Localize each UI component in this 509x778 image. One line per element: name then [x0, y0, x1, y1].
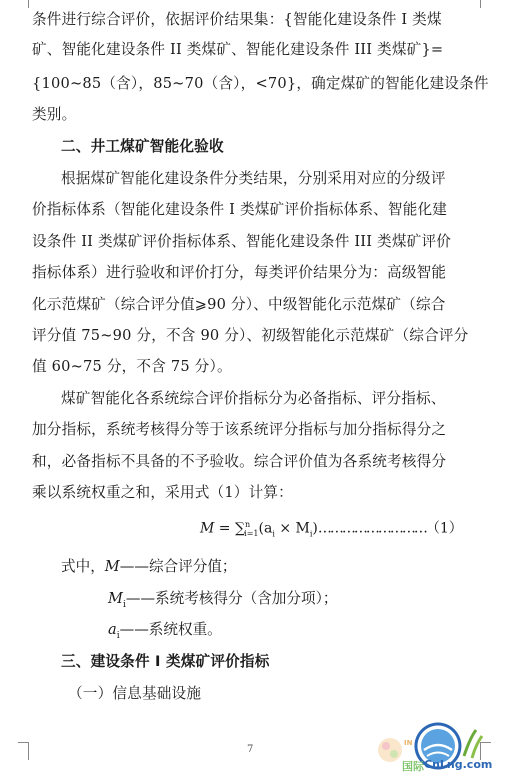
definition-m — [61, 557, 237, 577]
paragraph-line: 化示范煤矿（综合评分值⩾90 分）、中级智能化示范煤矿（综合 — [32, 296, 446, 313]
watermark-text-guoji: 国际 — [402, 760, 424, 773]
paragraph-line: 设条件 II 类煤矿评价指标体系、智能化建设条件 III 类煤矿评价 — [32, 233, 452, 250]
paragraph-line: 值 60~75 分，不含 75 分）。 — [32, 358, 232, 375]
section-heading: 三、建设条件 I 类煤矿评价指标 — [61, 653, 270, 670]
paragraph-line: 评分值 75~90 分，不含 90 分）、初级智能化示范煤矿（综合评分 — [32, 327, 469, 344]
formula-sub-m: i — [309, 529, 313, 539]
paragraph-line: {100~85（含），85~70（含），<70}，确定煤矿的智能化建设条件 — [32, 75, 489, 92]
formula-times: × M — [274, 520, 310, 537]
formula-equals: = — [214, 520, 235, 537]
subsection-heading: （一）信息基础设施 — [68, 685, 202, 702]
paragraph-line: 矿、智能化建设条件 II 类煤矿、智能化建设条件 III 类煤矿}= — [32, 41, 444, 58]
definition-m-text: ——综合评分值； — [119, 558, 237, 575]
paragraph-line: 根据煤矿智能化建设条件分类结果，分别采用对应的分级评 — [61, 170, 446, 187]
definition-mi-text: ——系统考核得分（含加分项）； — [125, 590, 338, 607]
formula-number: （1） — [425, 520, 463, 537]
paragraph-line: 类别。 — [32, 106, 77, 123]
definition-ai-text: ——系统权重。 — [119, 621, 222, 638]
formula-sum: ∑ — [234, 520, 245, 537]
paragraph-line: 条件进行综合评价，依据评价结果集：{智能化建设条件 I 类煤 — [32, 11, 442, 28]
crop-mark-top-right — [480, 0, 481, 8]
formula-close: ) — [312, 520, 318, 537]
watermark-logo — [372, 716, 502, 774]
crop-mark-bottom-left — [28, 742, 29, 760]
page-number: 7 — [247, 744, 254, 755]
watermark-text-in: IN — [404, 739, 413, 747]
paragraph-line: 乘以系统权重之和，采用式（1）计算： — [32, 484, 293, 501]
definition-intro: 式中， — [61, 558, 105, 575]
formula-sum-upper: n — [244, 520, 251, 529]
definition-mi — [108, 589, 337, 615]
definition-m-symbol: M — [104, 558, 120, 575]
crop-mark-top-left — [28, 0, 29, 8]
formula-open: (a — [258, 520, 273, 537]
definition-ai-symbol: a — [108, 621, 117, 638]
definition-ai-sub: i — [116, 630, 120, 641]
paragraph-line: 加分指标，系统考核得分等于该系统评分指标与加分指标得分之 — [32, 421, 447, 438]
paragraph-line: 煤矿智能化各系统综合评价指标分为必备指标、评分指标、 — [61, 390, 446, 407]
paragraph-line: 和，必备指标不具备的不予验收。综合评价值为各系统考核得分 — [32, 453, 447, 470]
paragraph-line: 指标体系）进行验收和评价打分，每类评价结果分为：高级智能 — [32, 264, 447, 281]
watermark-text-domain: CnLng.com — [424, 758, 493, 771]
formula-equation — [200, 515, 480, 544]
section-heading: 二、井工煤矿智能化验收 — [61, 138, 224, 155]
formula-sub-a: i — [272, 529, 275, 539]
formula-dots: ……………………… — [317, 520, 426, 537]
crop-mark-bottom-left — [18, 742, 29, 743]
definition-mi-sub: i — [122, 599, 126, 610]
definition-mi-symbol: M — [108, 590, 123, 607]
formula-lhs: M — [200, 520, 215, 537]
formula-sum-lower: i=1 — [244, 529, 259, 539]
paragraph-line: 价指标体系（智能化建设条件 I 类煤矿评价指标体系、智能化建 — [32, 201, 448, 218]
definition-ai — [108, 620, 222, 646]
